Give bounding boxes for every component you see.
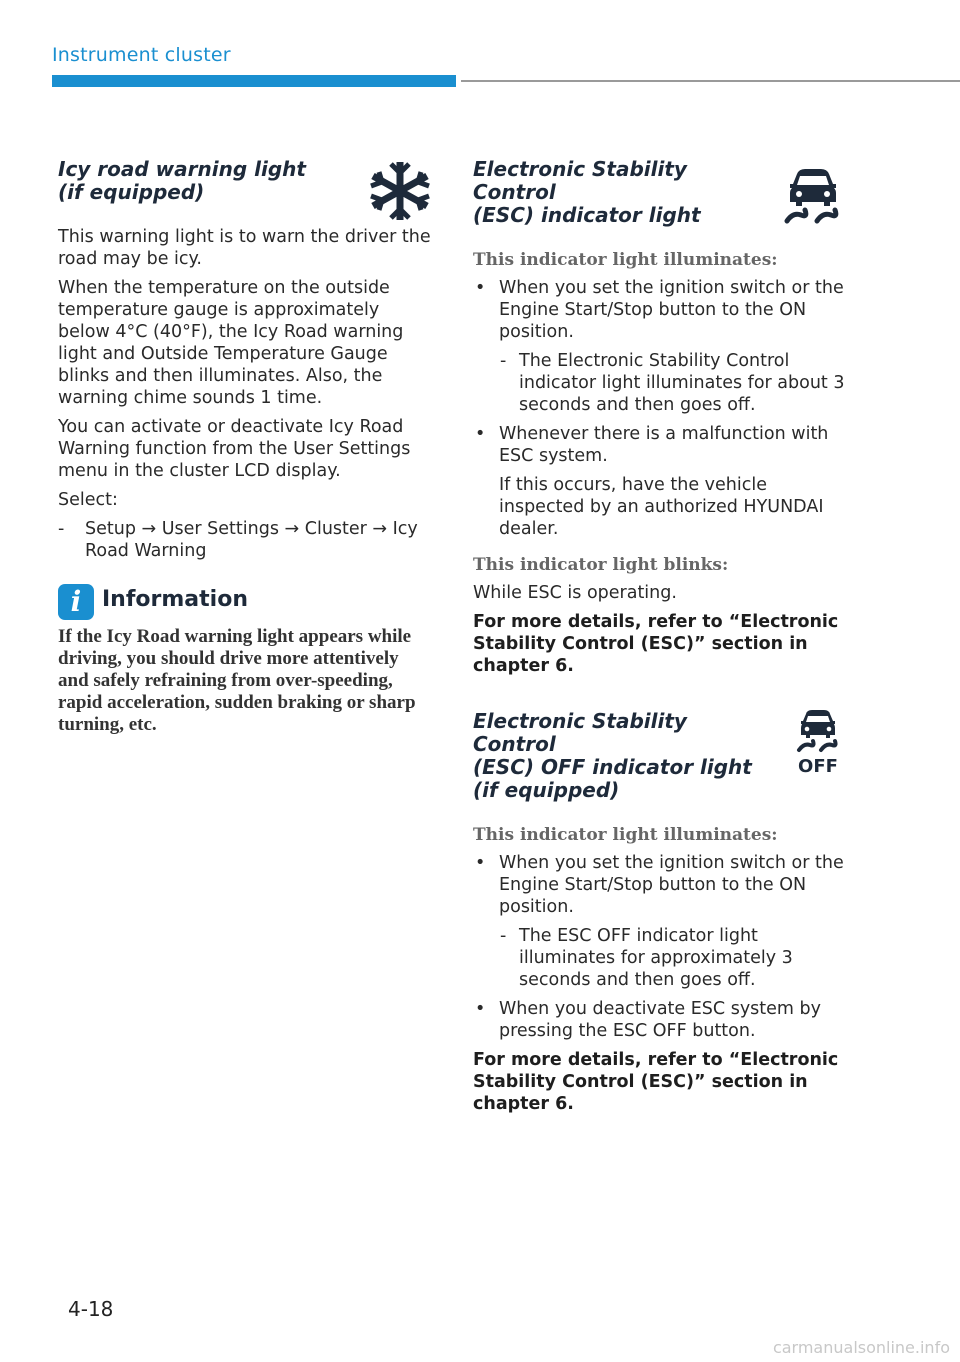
esc-off-dash-1 [473, 925, 845, 991]
esc-blinks-heading: This indicator light blinks: [473, 555, 729, 575]
icy-road-paragraph-2: When the temperature on the outside temperature gauge is approximately below 4°C (40°F), the Icy Road warning light and Outside Temperature Gauge blinks and then illuminates. Also, the warning chime sounds 1 time. [58, 278, 404, 408]
bullet-marker: • [475, 424, 486, 444]
snowflake-icon [367, 160, 433, 222]
left-column [58, 158, 433, 736]
esc-off-bullet-1 [473, 852, 845, 918]
esc-off-bullet-1-text: When you set the ignition switch or the Engine Start/Stop button to the ON position. [499, 853, 844, 917]
esc-off-icon-label: OFF [798, 756, 838, 774]
information-label: Information [102, 587, 248, 612]
icy-road-paragraph-3: You can activate or deactivate Icy Road Warning function from the User Settings menu in the cluster LCD display. [58, 417, 411, 481]
right-column [473, 158, 845, 1115]
settings-path-item [58, 518, 433, 562]
esc-off-bullet-2 [473, 998, 845, 1042]
dash-marker: - [58, 519, 65, 539]
skidding-car-icon [783, 166, 841, 224]
esc-bullet-2-continuation: If this occurs, have the vehicle inspected by an authorized HYUNDAI dealer. [499, 475, 824, 539]
esc-off-title: Electronic Stability Control (ESC) OFF indicator light (if equipped) [473, 709, 752, 802]
bullet-marker: • [475, 853, 486, 873]
watermark: carmanualsonline.info [772, 1338, 950, 1357]
esc-bullet-2-text: Whenever there is a malfunction with ESC system. [499, 424, 829, 466]
esc-dash-1 [473, 350, 845, 416]
information-box-head [58, 584, 433, 620]
settings-path: Setup → User Settings → Cluster → Icy Road Warning [85, 519, 418, 561]
icy-road-paragraph-1: This warning light is to warn the driver the road may be icy. [58, 227, 431, 269]
information-icon: i [58, 584, 94, 620]
esc-off-bullet-2-text: When you deactivate ESC system by pressing the ESC OFF button. [499, 999, 821, 1041]
bullet-marker: • [475, 278, 486, 298]
esc-blinks-text: While ESC is operating. [473, 583, 677, 603]
running-header: Instrument cluster [52, 44, 231, 66]
icy-road-section-head [58, 158, 433, 204]
esc-illuminates-heading: This indicator light illuminates: [473, 250, 778, 270]
esc-bullet-1-text: When you set the ignition switch or the Engine Start/Stop button to the ON position. [499, 278, 844, 342]
select-label: Select: [58, 490, 118, 510]
icy-road-title: Icy road warning light (if equipped) [58, 157, 306, 204]
dash-marker: - [500, 351, 507, 371]
esc-reference: For more details, refer to “Electronic Stability Control (ESC)” section in chapter 6. [473, 612, 839, 676]
dash-marker: - [500, 926, 507, 946]
bullet-marker: • [475, 999, 486, 1019]
esc-bullet-2 [473, 423, 845, 467]
esc-dash-1-text: The Electronic Stability Control indicator light illuminates for about 3 seconds and then goes off. [519, 351, 845, 415]
esc-bullet-1 [473, 277, 845, 343]
esc-off-section-head [473, 710, 845, 802]
header-rule [461, 80, 960, 82]
esc-section-head [473, 158, 845, 227]
esc-off-dash-1-text: The ESC OFF indicator light illuminates for approximately 3 seconds and then goes off. [519, 926, 793, 990]
esc-off-icon [795, 708, 841, 774]
esc-off-reference: For more details, refer to “Electronic Stability Control (ESC)” section in chapter 6. [473, 1050, 839, 1114]
header-accent-bar [52, 75, 456, 87]
page-number: 4-18 [68, 1297, 114, 1321]
esc-title: Electronic Stability Control (ESC) indicator light [473, 157, 701, 227]
esc-off-illuminates-heading: This indicator light illuminates: [473, 825, 778, 845]
information-text: If the Icy Road warning light appears while driving, you should drive more attentively and safely refraining from over-speeding, rapid acceleration, sudden braking or sharp turning, etc. [58, 626, 416, 735]
